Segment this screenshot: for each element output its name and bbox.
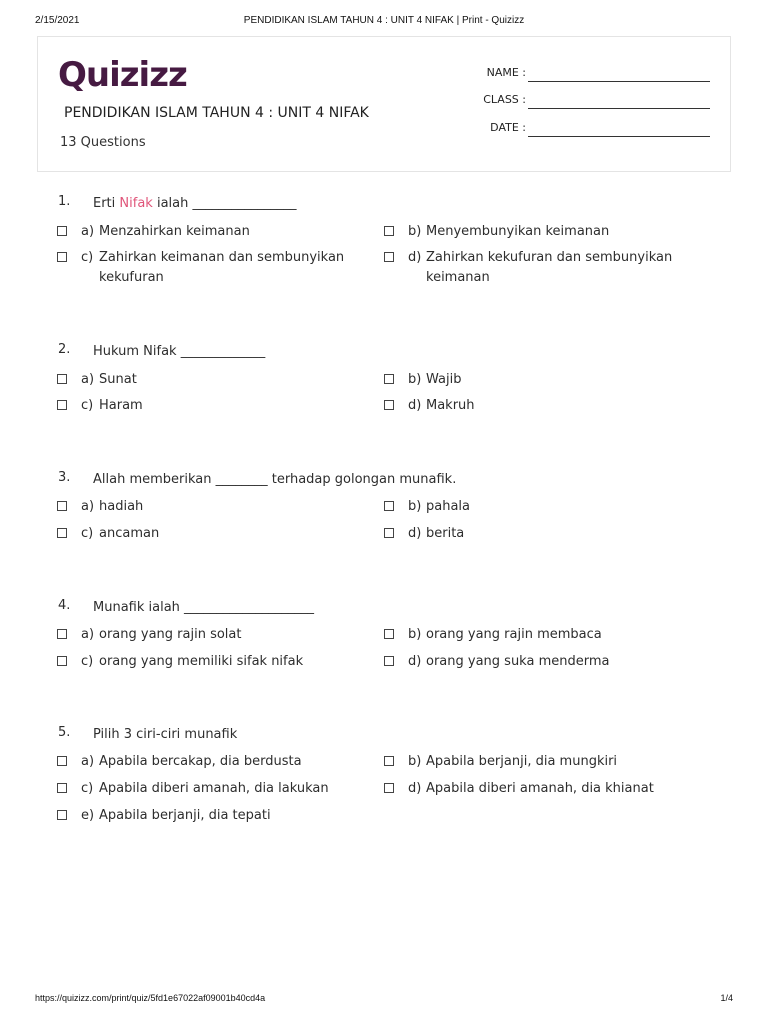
checkbox-icon[interactable] xyxy=(384,629,394,639)
checkbox-icon[interactable] xyxy=(57,374,67,384)
question-text xyxy=(93,196,297,211)
option-text: Wajib xyxy=(426,372,462,387)
option-text: pahala xyxy=(426,499,471,514)
question-count: 13 Questions xyxy=(60,135,146,150)
checkbox-icon[interactable] xyxy=(384,400,394,410)
name-label: NAME : xyxy=(486,66,526,79)
option-letter: a) xyxy=(81,754,95,769)
option-letter: b) xyxy=(408,627,422,642)
page-number: 1/4 xyxy=(720,993,733,1003)
question-highlight: Nifak xyxy=(119,196,153,211)
option-text: orang yang rajin membaca xyxy=(426,627,602,642)
date-field[interactable] xyxy=(470,121,710,141)
option-letter: d) xyxy=(408,654,422,669)
option-letter: b) xyxy=(408,372,422,387)
print-url[interactable]: https://quizizz.com/print/quiz/5fd1e67022af09001b40cd4a xyxy=(35,993,266,1003)
question-number: 3. xyxy=(58,470,71,485)
option-letter: a) xyxy=(81,499,95,514)
quiz-header-card xyxy=(37,36,731,172)
option-text: orang yang suka menderma xyxy=(426,654,610,669)
checkbox-icon[interactable] xyxy=(57,501,67,511)
option-text: Sunat xyxy=(99,372,137,387)
option-text: berita xyxy=(426,526,465,541)
question-header xyxy=(57,342,717,364)
option-text: orang yang rajin solat xyxy=(99,627,242,642)
checkbox-icon[interactable] xyxy=(384,656,394,666)
option-letter: b) xyxy=(408,224,422,239)
option-letter: a) xyxy=(81,224,95,239)
checkbox-icon[interactable] xyxy=(57,400,67,410)
question-number: 4. xyxy=(58,598,71,613)
question-1 xyxy=(57,194,717,285)
option-letter: d) xyxy=(408,526,422,541)
checkbox-icon[interactable] xyxy=(57,252,67,262)
option-letter: c) xyxy=(81,398,94,413)
checkbox-icon[interactable] xyxy=(57,656,67,666)
option-text: Menyembunyikan keimanan xyxy=(426,224,610,239)
option-letter: c) xyxy=(81,250,94,265)
checkbox-icon[interactable] xyxy=(384,226,394,236)
option-text: Apabila bercakap, dia berdusta xyxy=(99,754,302,769)
option-text: Menzahirkan keimanan xyxy=(99,224,250,239)
option-letter: c) xyxy=(81,526,94,541)
question-text: Pilih 3 ciri-ciri munafik xyxy=(93,727,238,742)
question-header xyxy=(57,725,717,747)
logo-text: Quizizz xyxy=(58,55,187,95)
checkbox-icon[interactable] xyxy=(57,783,67,793)
name-field[interactable] xyxy=(470,66,710,86)
option-text: Apabila diberi amanah, dia lakukan xyxy=(99,781,329,796)
option-text: Apabila berjanji, dia tepati xyxy=(99,808,271,823)
option-letter: c) xyxy=(81,654,94,669)
question-text: Munafik ialah ____________________ xyxy=(93,600,315,615)
checkbox-icon[interactable] xyxy=(384,501,394,511)
question-header xyxy=(57,194,717,216)
option-letter: d) xyxy=(408,781,422,796)
print-date: 2/15/2021 xyxy=(35,15,80,26)
option-text: Makruh xyxy=(426,398,475,413)
option-letter: c) xyxy=(81,781,94,796)
print-title: PENDIDIKAN ISLAM TAHUN 4 : UNIT 4 NIFAK | Print - Quizizz xyxy=(243,15,525,26)
question-4 xyxy=(57,598,717,669)
question-3 xyxy=(57,470,717,541)
print-header xyxy=(35,15,733,31)
checkbox-icon[interactable] xyxy=(384,252,394,262)
checkbox-icon[interactable] xyxy=(57,226,67,236)
name-line[interactable] xyxy=(528,81,710,82)
checkbox-icon[interactable] xyxy=(384,756,394,766)
option-letter: d) xyxy=(408,398,422,413)
option-letter: a) xyxy=(81,627,95,642)
question-header xyxy=(57,598,717,620)
question-5 xyxy=(57,725,717,823)
checkbox-icon[interactable] xyxy=(384,783,394,793)
option-text: orang yang memiliki sifak nifak xyxy=(99,654,304,669)
option-letter: d) xyxy=(408,250,422,265)
question-header xyxy=(57,470,717,492)
question-number: 5. xyxy=(58,725,71,740)
question-text-after: ialah ________________ xyxy=(152,196,297,211)
question-text: Hukum Nifak _____________ xyxy=(93,344,266,359)
date-label: DATE : xyxy=(490,121,526,134)
checkbox-icon[interactable] xyxy=(384,528,394,538)
option-text: hadiah xyxy=(99,499,144,514)
option-letter: e) xyxy=(81,808,95,823)
checkbox-icon[interactable] xyxy=(57,528,67,538)
question-number: 2. xyxy=(58,342,71,357)
option-text: Zahirkan kekufuran dan sembunyikan keimanan xyxy=(426,250,673,285)
date-line[interactable] xyxy=(528,136,710,137)
checkbox-icon[interactable] xyxy=(57,810,67,820)
option-text: Apabila berjanji, dia mungkiri xyxy=(426,754,618,769)
question-text-before: Erti xyxy=(93,196,120,211)
checkbox-icon[interactable] xyxy=(57,629,67,639)
option-text: Zahirkan keimanan dan sembunyikan kekufuran xyxy=(99,250,345,285)
option-text: ancaman xyxy=(99,526,160,541)
class-label: CLASS : xyxy=(483,93,526,106)
question-number: 1. xyxy=(58,194,71,209)
checkbox-icon[interactable] xyxy=(384,374,394,384)
question-2 xyxy=(57,342,717,413)
option-text: Haram xyxy=(99,398,143,413)
class-field[interactable] xyxy=(470,93,710,113)
question-text: Allah memberikan ________ terhadap golongan munafik. xyxy=(93,472,457,487)
class-line[interactable] xyxy=(528,108,710,109)
option-letter: b) xyxy=(408,499,422,514)
option-letter: a) xyxy=(81,372,95,387)
quiz-title: PENDIDIKAN ISLAM TAHUN 4 : UNIT 4 NIFAK xyxy=(64,105,369,121)
print-footer xyxy=(35,993,733,1007)
quizizz-logo xyxy=(58,55,187,95)
option-text: Apabila diberi amanah, dia khianat xyxy=(426,781,654,796)
option-letter: b) xyxy=(408,754,422,769)
checkbox-icon[interactable] xyxy=(57,756,67,766)
